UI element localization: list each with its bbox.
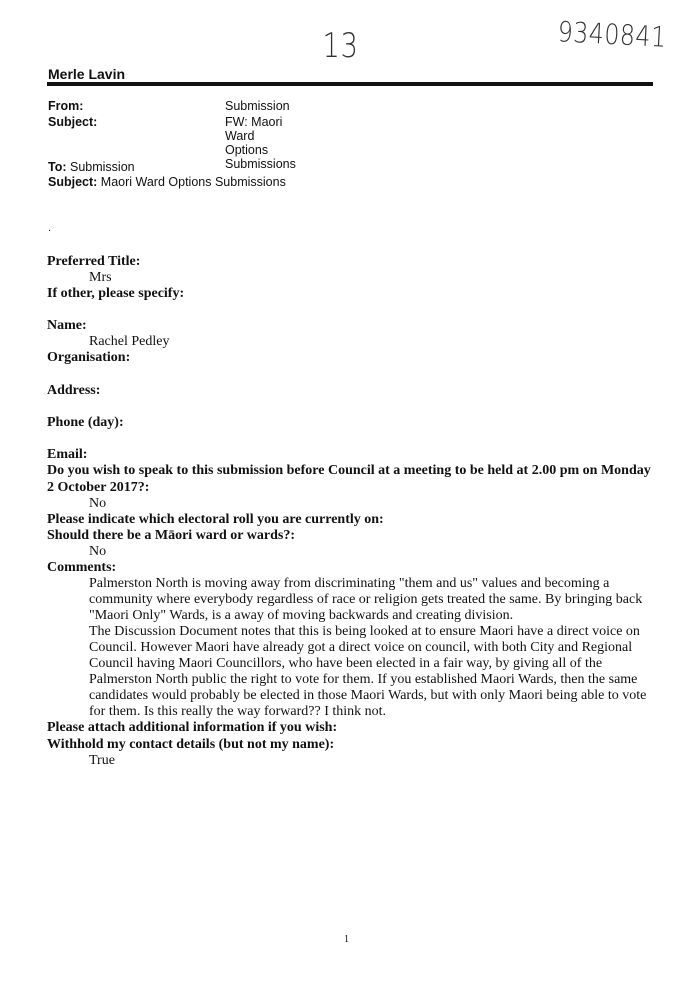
phone-question: Phone (day):: [47, 415, 124, 430]
handwritten-reference-number: 9340841: [556, 15, 668, 54]
email-question: Email:: [47, 447, 88, 462]
maori-ward-answer: No: [89, 544, 107, 559]
comments-question: Comments:: [47, 560, 117, 575]
forward-to-value: Submission: [70, 160, 135, 174]
withhold-answer: True: [89, 753, 115, 768]
forward-subject-label: Subject:: [48, 175, 98, 189]
subject-value: FW: Maori Ward Options Submissions: [225, 115, 296, 171]
comments-paragraph-2: The Discussion Document notes that this is being looked at to ensure Maori have a direct voice on Council. However Maori have already got a direct voice on council, with both City and Regional Council having Maori Councillors, who have been elected in a fair way, by giving all of the Palmerston North public the right to vote for them. If you established Maori Wards, then the same candidates would probably be elected in those Maori Wards, but with only Maori being able to vote for them. Is this really the way forward?? I think not.: [89, 624, 647, 719]
preferred-title-answer: Mrs: [89, 270, 112, 285]
name-question: Name:: [47, 318, 87, 333]
forward-to-label: To:: [48, 160, 67, 174]
subject-label: Subject:: [48, 115, 98, 129]
forward-subject-value: Maori Ward Options Submissions: [100, 175, 286, 189]
stray-dot: .: [48, 222, 52, 234]
preferred-title-question: Preferred Title:: [47, 254, 141, 269]
maori-ward-question: Should there be a Māori ward or wards?:: [47, 528, 295, 543]
footer-page-number: 1: [344, 934, 349, 945]
forward-to-row: [48, 160, 135, 174]
speak-answer: No: [89, 496, 107, 511]
name-answer: Rachel Pedley: [89, 334, 170, 349]
forward-subject-row: [48, 175, 286, 189]
header-rule: [47, 82, 653, 86]
comments-paragraph-1: Palmerston North is moving away from discriminating "them and us" values and becoming a community where everybody regardless of race or religion gets treated the same. By bringing back "Maori Only" Wards, is a away of moving backwards and creating division.: [89, 576, 643, 623]
organisation-question: Organisation:: [47, 350, 131, 365]
other-title-question: If other, please specify:: [47, 286, 185, 301]
from-label: From:: [48, 99, 84, 113]
handwritten-page-number: 13: [322, 26, 359, 66]
speak-question: Do you wish to speak to this submission before Council at a meeting to be held at 2.00 pm on Monday 2 October 2017?:: [47, 463, 651, 495]
from-value: Submission: [225, 99, 290, 113]
sender-name: Merle Lavin: [48, 66, 126, 82]
attach-question: Please attach additional information if you wish:: [47, 720, 338, 735]
address-question: Address:: [47, 383, 101, 398]
withhold-question: Withhold my contact details (but not my name):: [47, 737, 335, 752]
electoral-roll-question: Please indicate which electoral roll you are currently on:: [47, 512, 384, 527]
